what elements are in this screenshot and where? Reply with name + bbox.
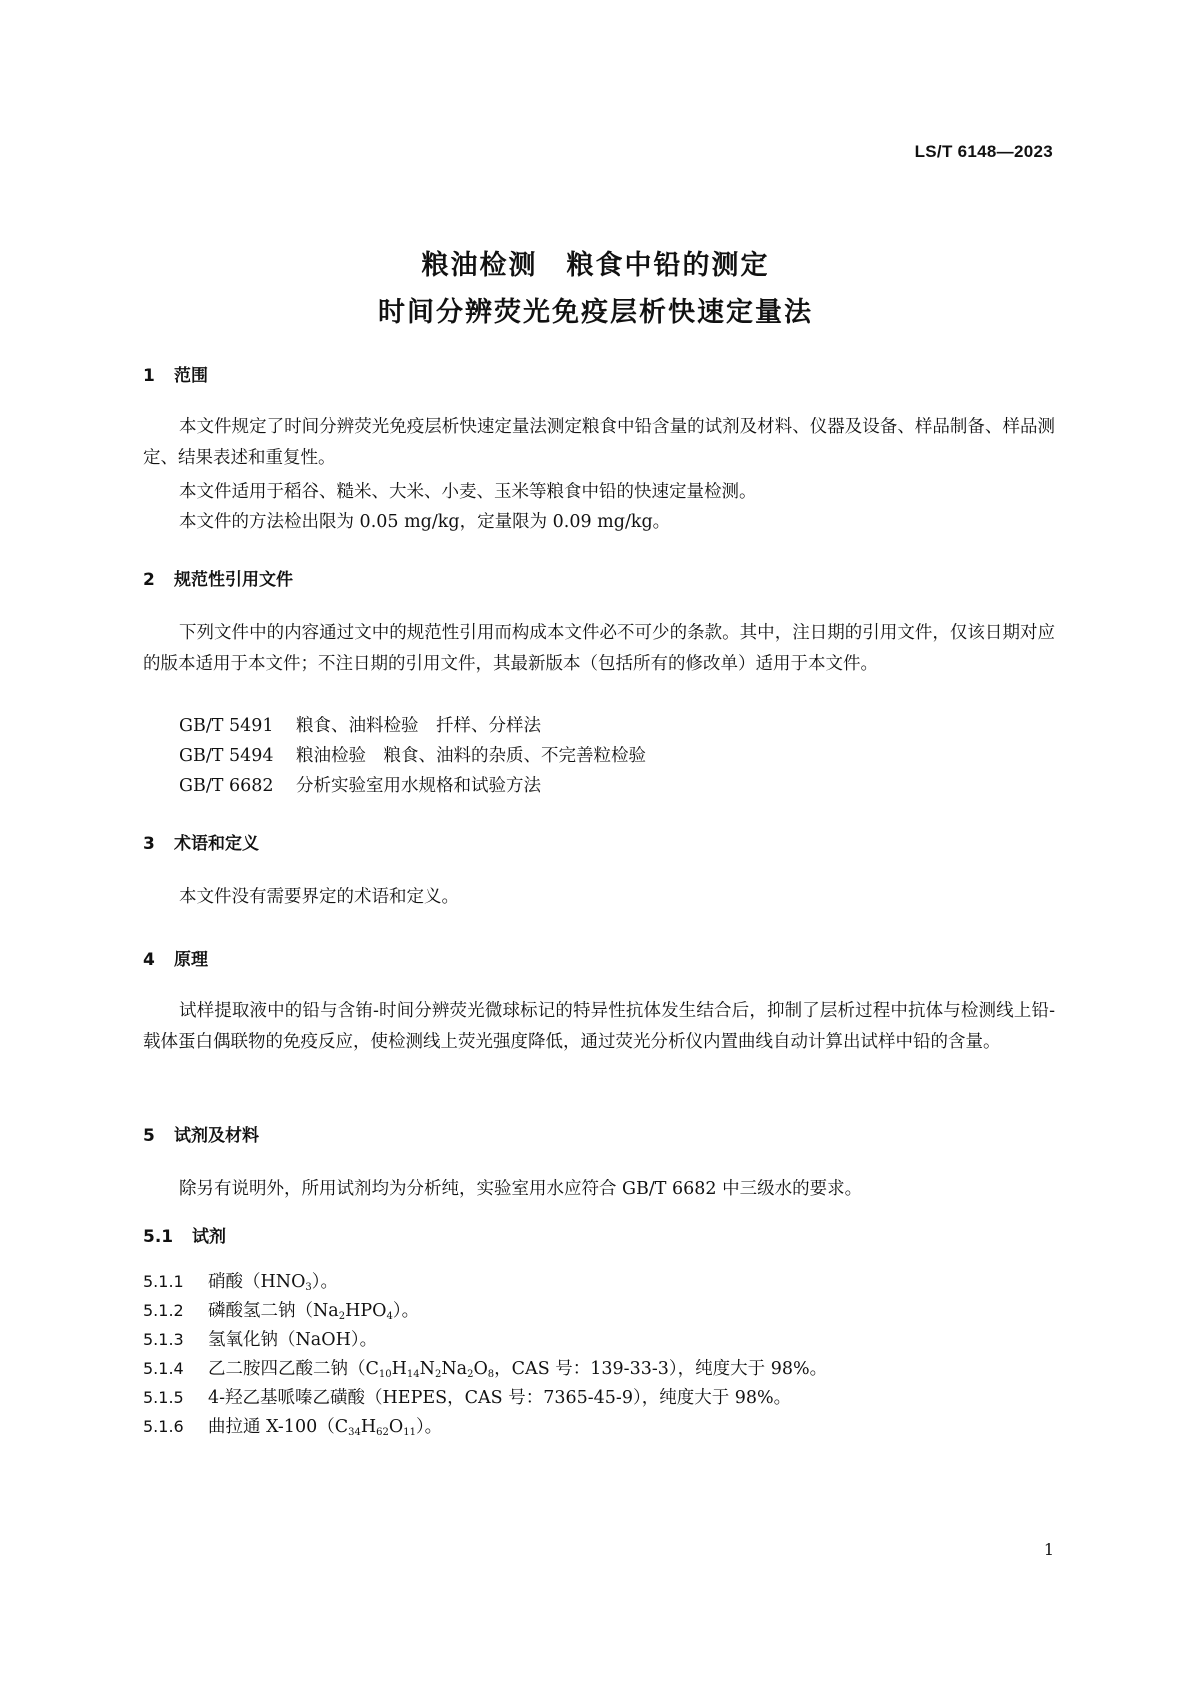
reference-code: GB/T 5491 <box>179 716 274 736</box>
section-1-paragraph-1: 本文件规定了时间分辨荧光免疫层析快速定量法测定粮食中铅含量的试剂及材料、仪器及设备、样品制备、样品测定、结果表述和重复性。 <box>143 417 1055 468</box>
subsection-5-1-heading <box>143 1222 226 1247</box>
item-text: H <box>360 1417 377 1437</box>
subscript: 3 <box>305 1282 312 1293</box>
item-number: 5.1.6 <box>143 1417 184 1436</box>
standard-code: LS/T 6148—2023 <box>914 142 1053 161</box>
item-text: O <box>473 1359 488 1379</box>
item-text: H <box>391 1359 407 1379</box>
reference-code: GB/T 6682 <box>179 776 274 796</box>
subscript: 2 <box>467 1369 474 1380</box>
subscript: 11 <box>403 1427 416 1438</box>
section-title: 规范性引用文件 <box>174 570 293 590</box>
reference-item <box>179 712 541 737</box>
subscript: 4 <box>386 1311 393 1322</box>
reference-code: GB/T 5494 <box>179 746 274 766</box>
section-number: 2 <box>143 570 155 590</box>
item-text: O <box>388 1417 404 1437</box>
section-5-heading <box>143 1121 259 1146</box>
subscript: 14 <box>406 1369 420 1380</box>
section-1-heading <box>143 361 208 386</box>
reference-item <box>179 772 541 797</box>
reference-title: 分析实验室用水规格和试验方法 <box>296 776 541 796</box>
item-text: Na <box>441 1359 468 1379</box>
page-number: 1 <box>1043 1540 1054 1559</box>
subsection-title: 试剂 <box>192 1227 226 1247</box>
subscript: 62 <box>376 1427 389 1438</box>
item-text: ，CAS 号：139-33-3），纯度大于 98%。 <box>494 1359 828 1379</box>
section-title: 原理 <box>174 950 208 970</box>
section-number: 4 <box>143 950 155 970</box>
section-5-paragraph-1: 除另有说明外，所用试剂均为分析纯，实验室用水应符合 GB/T 6682 中三级水的要求。 <box>179 1179 863 1199</box>
item-text: 乙二胺四乙酸二钠（C <box>208 1359 379 1379</box>
subscript: 2 <box>434 1369 442 1380</box>
item-text: ）。 <box>311 1272 339 1292</box>
reagent-item <box>143 1355 827 1380</box>
section-3-paragraph-1: 本文件没有需要界定的术语和定义。 <box>179 887 459 907</box>
section-2-heading <box>143 565 293 590</box>
item-text: 4-羟乙基哌嗪乙磺酸（HEPES，CAS 号：7365-45-9），纯度大于 98%。 <box>208 1388 792 1408</box>
item-number: 5.1.5 <box>143 1388 184 1407</box>
section-4-paragraph-1: 试样提取液中的铅与含铕-时间分辨荧光微球标记的特异性抗体发生结合后，抑制了层析过程中抗体与检测线上铅-载体蛋白偶联物的免疫反应，使检测线上荧光强度降低，通过荧光分析仪内置曲线自动计算出试样中铅的含量。 <box>143 1001 1055 1052</box>
subsection-number: 5.1 <box>143 1227 174 1247</box>
item-text: 氢氧化钠（NaOH）。 <box>208 1330 378 1350</box>
item-number: 5.1.4 <box>143 1359 184 1378</box>
reagent-item <box>143 1326 377 1351</box>
section-number: 1 <box>143 366 155 386</box>
subscript: 2 <box>338 1311 346 1322</box>
item-text: N <box>419 1359 435 1379</box>
item-number: 5.1.1 <box>143 1272 184 1291</box>
document-title-line-1: 粮油检测 粮食中铅的测定 <box>421 250 770 281</box>
subscript: 8 <box>487 1369 495 1380</box>
item-text: 曲拉通 X-100（C <box>208 1417 349 1437</box>
section-1-paragraph-3: 本文件的方法检出限为 0.05 mg/kg，定量限为 0.09 mg/kg。 <box>179 512 671 532</box>
section-title: 试剂及材料 <box>174 1126 259 1146</box>
item-text: ）。 <box>392 1301 420 1321</box>
subscript: 10 <box>378 1369 392 1380</box>
item-text: ）。 <box>415 1417 443 1437</box>
section-2-paragraph-1: 下列文件中的内容通过文中的规范性引用而构成本文件必不可少的条款。其中，注日期的引用文件，仅该日期对应的版本适用于本文件；不注日期的引用文件，其最新版本（包括所有的修改单）适用于本文件。 <box>143 623 1055 674</box>
reagent-item <box>143 1297 419 1322</box>
section-4-heading <box>143 945 208 970</box>
section-title: 范围 <box>174 366 208 386</box>
subscript: 34 <box>348 1427 361 1438</box>
item-text: HPO <box>345 1301 387 1321</box>
section-number: 5 <box>143 1126 155 1146</box>
reference-title: 粮油检验 粮食、油料的杂质、不完善粒检验 <box>296 746 646 766</box>
item-text: 硝酸（HNO <box>208 1272 306 1292</box>
reference-title: 粮食、油料检验 扦样、分样法 <box>296 716 541 736</box>
section-1-paragraph-2: 本文件适用于稻谷、糙米、大米、小麦、玉米等粮食中铅的快速定量检测。 <box>179 482 757 502</box>
reagent-item <box>143 1413 442 1438</box>
reagent-item <box>143 1384 791 1409</box>
item-number: 5.1.3 <box>143 1330 184 1349</box>
section-3-heading <box>143 829 259 854</box>
item-number: 5.1.2 <box>143 1301 184 1320</box>
document-title-line-2: 时间分辨荧光免疫层析快速定量法 <box>378 297 813 328</box>
section-number: 3 <box>143 834 155 854</box>
item-text: 磷酸氢二钠（Na <box>208 1301 339 1321</box>
section-title: 术语和定义 <box>174 834 259 854</box>
reference-item <box>179 742 646 767</box>
reagent-item <box>143 1268 338 1293</box>
